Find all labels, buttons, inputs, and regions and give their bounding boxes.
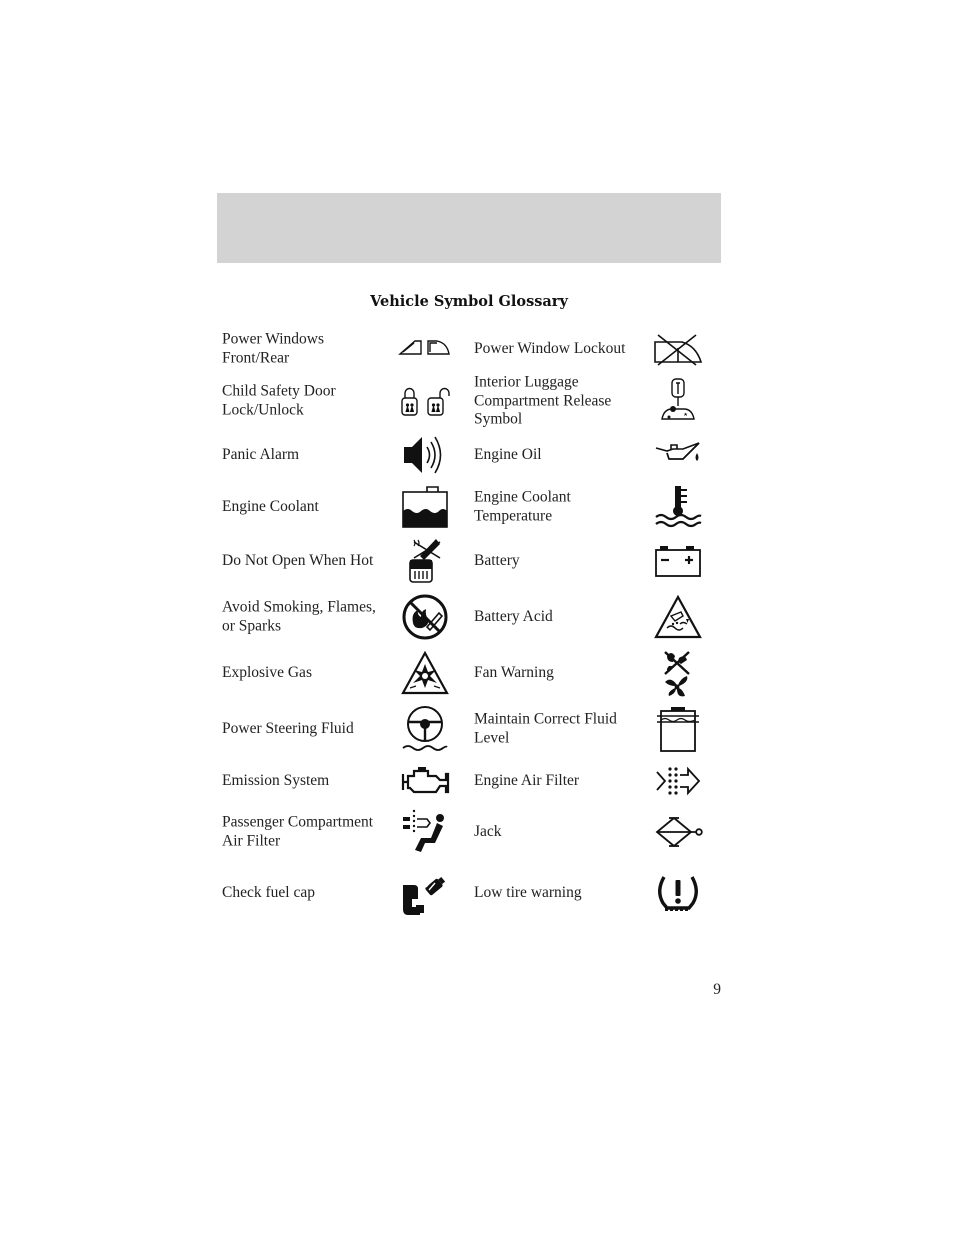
battery-acid-icon [653,594,703,640]
engine-icon [400,764,450,798]
glossary-label: Battery Acid [474,607,553,625]
glossary-label: Engine Air Filter [474,771,580,789]
battery-icon [654,543,702,579]
child-safety-lock-icon [399,384,451,418]
glossary-label: Maintain Correct Fluid Level [474,710,617,746]
glossary-label: Passenger Compartment Air Filter [222,813,374,849]
fan-warning-icon [661,648,695,698]
oil-can-icon [653,439,703,471]
glossary-label: Explosive Gas [222,663,312,681]
power-window-lockout-icon [652,332,704,366]
coolant-reservoir-icon [400,484,450,530]
glossary-label: Fan Warning [474,663,554,681]
coolant-temperature-icon [653,484,703,530]
power-windows-icon [397,334,453,364]
air-filter-icon [654,764,702,798]
jack-icon [653,815,703,849]
steering-wheel-icon [401,704,449,754]
glossary-label: Power Window Lockout [474,339,626,357]
glossary-label: Engine Oil [474,445,542,463]
page-number: 9 [713,981,721,998]
glossary-label: Panic Alarm [222,445,300,463]
do-not-open-hot-icon [406,536,444,586]
glossary-label: Power Steering Fluid [222,719,354,737]
speaker-icon [401,433,449,477]
glossary-label: Do Not Open When Hot [222,551,374,569]
luggage-release-icon [658,376,698,426]
glossary-label: Engine Coolant Temperature [474,488,571,524]
no-smoking-icon [401,593,449,641]
glossary-label: Emission System [222,771,330,789]
cabin-air-filter-icon [401,808,449,856]
glossary-label: Battery [474,551,520,569]
glossary-label: Power Windows Front/Rear [222,330,324,366]
tire-pressure-icon [655,873,701,913]
glossary-label: Engine Coolant [222,497,319,515]
explosive-gas-icon [400,650,450,696]
fuel-cap-icon [400,869,450,917]
fluid-level-icon [655,705,701,753]
glossary-label: Low tire warning [474,883,582,901]
header-band [217,193,721,263]
glossary-label: Interior Luggage Compartment Release Symbol [474,373,612,428]
glossary-label: Check fuel cap [222,883,315,901]
glossary-label: Child Safety Door Lock/Unlock [222,382,336,418]
glossary-label: Jack [474,822,502,840]
page-title: Vehicle Symbol Glossary [370,293,568,310]
glossary-label: Avoid Smoking, Flames, or Sparks [222,598,376,634]
